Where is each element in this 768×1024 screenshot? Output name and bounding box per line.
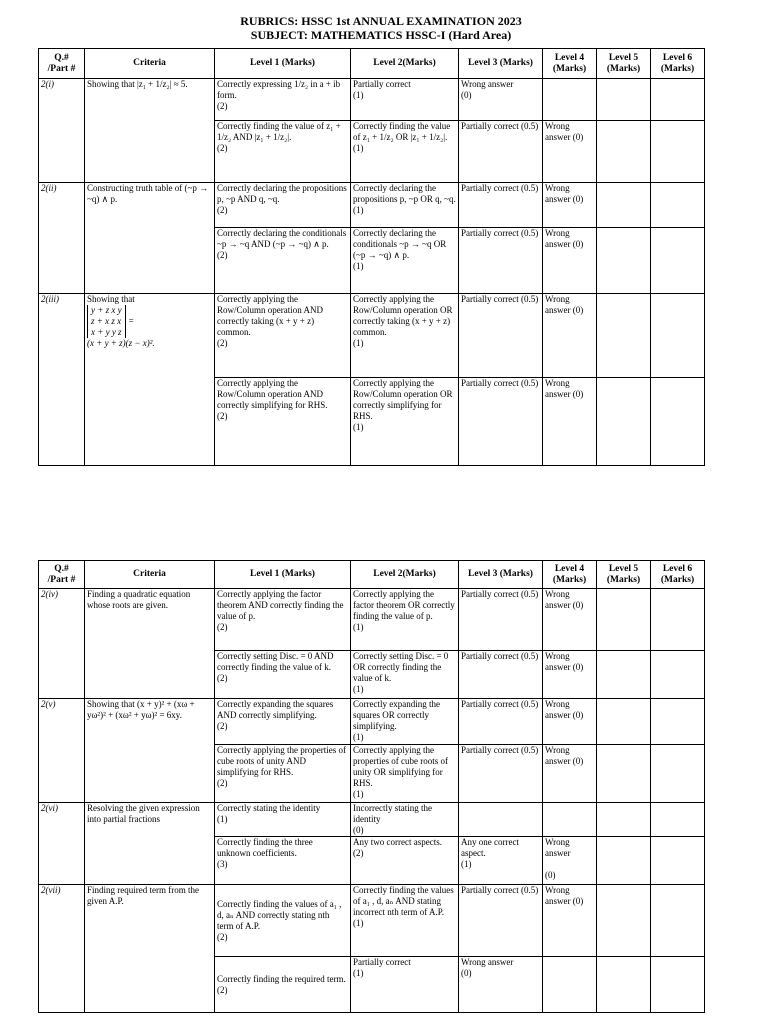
criteria-cell: Finding required term from the given A.P.: [85, 885, 215, 1013]
criteria-cell: Resolving the given expression into partial fractions: [85, 803, 215, 885]
col-level2: Level 2(Marks): [351, 49, 459, 79]
rubric-table-1: [38, 48, 705, 466]
level4-cell: Wrong answer (0): [543, 837, 597, 885]
level5-cell: [597, 228, 651, 294]
question-number: 2(iii): [39, 294, 85, 466]
level2-cell: Correctly setting Disc. = 0 OR correctly finding the value of k. (1): [351, 651, 459, 699]
determinant-expression: y + z x y z + x z x x + y y z =: [87, 305, 212, 338]
level4-cell: Wrong answer (0): [543, 699, 597, 745]
level3-cell: Partially correct (0.5): [459, 294, 543, 378]
level6-cell: [651, 699, 705, 745]
level1-cell: Correctly applying the properties of cube roots of unity AND simplifying for RHS. (2): [215, 745, 351, 803]
level1-cell: Correctly applying the Row/Column operation AND correctly simplifying for RHS. (2): [215, 378, 351, 466]
col-level6: Level 6 (Marks): [651, 49, 705, 79]
level4-cell: [543, 803, 597, 837]
level2-cell: Correctly applying the factor theorem OR correctly finding the value of p. (1): [351, 589, 459, 651]
level4-cell: Wrong answer (0): [543, 745, 597, 803]
question-number: 2(i): [39, 79, 85, 183]
level1-cell: Correctly stating the identity (1): [215, 803, 351, 837]
level2-cell: Correctly declaring the conditionals ~p → ~q OR (~p → ~q) ∧ p. (1): [351, 228, 459, 294]
level5-cell: [597, 651, 651, 699]
criteria-cell: Showing that |z₁ + 1/z₂| ≈ 5.: [85, 79, 215, 183]
level4-cell: [543, 957, 597, 1013]
level3-cell: [459, 803, 543, 837]
level1-cell: Correctly applying the Row/Column operation AND correctly taking (x + y + z) common. (2): [215, 294, 351, 378]
level6-cell: [651, 885, 705, 957]
header-row: [39, 49, 705, 79]
level2-cell: Correctly applying the properties of cube roots of unity OR simplifying for RHS. (1): [351, 745, 459, 803]
level6-cell: [651, 957, 705, 1013]
level6-cell: [651, 228, 705, 294]
document-header: [0, 14, 768, 42]
question-number: 2(iv): [39, 589, 85, 699]
table-row: [39, 699, 705, 745]
level4-cell: Wrong answer (0): [543, 378, 597, 466]
level1-cell: Correctly declaring the propositions p, ~p AND q, ~q. (2): [215, 183, 351, 228]
col-level1: Level 1 (Marks): [215, 561, 351, 589]
col-level5: Level 5 (Marks): [597, 49, 651, 79]
rubric-title: RUBRICS: HSSC 1st ANNUAL EXAMINATION 2023: [240, 14, 522, 28]
level3-cell: Wrong answer (0): [459, 957, 543, 1013]
col-qpart: Q.# /Part #: [39, 561, 85, 589]
level1-cell: Correctly declaring the conditionals ~p → ~q AND (~p → ~q) ∧ p. (2): [215, 228, 351, 294]
level6-cell: [651, 837, 705, 885]
question-number: 2(v): [39, 699, 85, 803]
level1-cell: Correctly expressing 1/z₂ in a + ib form. (2): [215, 79, 351, 121]
level3-cell: Partially correct (0.5): [459, 228, 543, 294]
level3-cell: Wrong answer (0): [459, 79, 543, 121]
level4-cell: Wrong answer (0): [543, 651, 597, 699]
level1-cell: Correctly finding the value of z₁ + 1/z₂ AND |z₁ + 1/z₂|. (2): [215, 121, 351, 183]
level4-cell: Wrong answer (0): [543, 885, 597, 957]
level3-cell: Partially correct (0.5): [459, 699, 543, 745]
col-level3: Level 3 (Marks): [459, 49, 543, 79]
level2-cell: Any two correct aspects. (2): [351, 837, 459, 885]
level3-cell: Partially correct (0.5): [459, 651, 543, 699]
level2-cell: Correctly declaring the propositions p, ~p OR q, ~q. (1): [351, 183, 459, 228]
level3-cell: Partially correct (0.5): [459, 885, 543, 957]
level5-cell: [597, 183, 651, 228]
level2-cell: Correctly applying the Row/Column operation OR correctly simplifying for RHS. (1): [351, 378, 459, 466]
level3-cell: Any one correct aspect. (1): [459, 837, 543, 885]
determinant: y + z x y z + x z x x + y y z: [87, 305, 126, 338]
level6-cell: [651, 803, 705, 837]
table-row: [39, 803, 705, 837]
criteria-cell: Constructing truth table of (~p → ~q) ∧ p.: [85, 183, 215, 294]
col-qpart: Q.# /Part #: [39, 49, 85, 79]
level3-cell: Partially correct (0.5): [459, 745, 543, 803]
level1-cell: Correctly expanding the squares AND correctly simplifying. (2): [215, 699, 351, 745]
col-level5: Level 5 (Marks): [597, 561, 651, 589]
col-level6: Level 6 (Marks): [651, 561, 705, 589]
question-number: 2(ii): [39, 183, 85, 294]
table-row: [39, 294, 705, 378]
level4-cell: Wrong answer (0): [543, 121, 597, 183]
criteria-cell: Finding a quadratic equation whose roots are given.: [85, 589, 215, 699]
level5-cell: [597, 745, 651, 803]
level2-cell: Correctly applying the Row/Column operation OR correctly taking (x + y + z) common. (1): [351, 294, 459, 378]
level6-cell: [651, 79, 705, 121]
level5-cell: [597, 885, 651, 957]
level4-cell: Wrong answer (0): [543, 589, 597, 651]
level5-cell: [597, 589, 651, 651]
subject-title: SUBJECT: MATHEMATICS HSSC-I (Hard Area): [250, 28, 512, 42]
level1-cell: Correctly finding the three unknown coefficients. (3): [215, 837, 351, 885]
question-number: 2(vi): [39, 803, 85, 885]
level6-cell: [651, 745, 705, 803]
question-number: 2(vii): [39, 885, 85, 1013]
col-criteria: Criteria: [85, 561, 215, 589]
rubric-table-2: [38, 560, 705, 1013]
level4-cell: Wrong answer (0): [543, 183, 597, 228]
level3-cell: Partially correct (0.5): [459, 183, 543, 228]
table-row: [39, 589, 705, 651]
level5-cell: [597, 79, 651, 121]
col-level3: Level 3 (Marks): [459, 561, 543, 589]
level5-cell: [597, 699, 651, 745]
level5-cell: [597, 294, 651, 378]
table-row: [39, 79, 705, 121]
level6-cell: [651, 378, 705, 466]
level4-cell: Wrong answer (0): [543, 294, 597, 378]
level2-cell: Partially correct (1): [351, 957, 459, 1013]
level6-cell: [651, 121, 705, 183]
level5-cell: [597, 957, 651, 1013]
criteria-cell: Showing that y + z x y z + x z x x + y y z = (x + y + z)(z − x)².: [85, 294, 215, 466]
level6-cell: [651, 294, 705, 378]
level6-cell: [651, 183, 705, 228]
level2-cell: Correctly finding the values of a₁ , d, aₙ AND stating incorrect nth term of A.P. (1): [351, 885, 459, 957]
level6-cell: [651, 589, 705, 651]
level2-cell: Partially correct (1): [351, 79, 459, 121]
col-level4: Level 4 (Marks): [543, 49, 597, 79]
level1-cell: Correctly finding the values of a₁ , d, aₙ AND correctly stating nth term of A.P. (2): [215, 885, 351, 957]
level2-cell: Correctly expanding the squares OR correctly simplifying. (1): [351, 699, 459, 745]
table-row: [39, 183, 705, 228]
table-row: [39, 885, 705, 957]
level3-cell: Partially correct (0.5): [459, 121, 543, 183]
level6-cell: [651, 651, 705, 699]
col-level2: Level 2(Marks): [351, 561, 459, 589]
level1-cell: Correctly setting Disc. = 0 AND correctly finding the value of k. (2): [215, 651, 351, 699]
level1-cell: Correctly applying the factor theorem AND correctly finding the value of p. (2): [215, 589, 351, 651]
col-level1: Level 1 (Marks): [215, 49, 351, 79]
level2-cell: Correctly finding the value of z₁ + 1/z₂ OR |z₁ + 1/z₂|. (1): [351, 121, 459, 183]
level4-cell: Wrong answer (0): [543, 228, 597, 294]
col-criteria: Criteria: [85, 49, 215, 79]
level5-cell: [597, 803, 651, 837]
level4-cell: [543, 79, 597, 121]
level3-cell: Partially correct (0.5): [459, 589, 543, 651]
level3-cell: Partially correct (0.5): [459, 378, 543, 466]
level5-cell: [597, 837, 651, 885]
level5-cell: [597, 378, 651, 466]
level1-cell: Correctly finding the required term. (2): [215, 957, 351, 1013]
header-row: [39, 561, 705, 589]
level2-cell: Incorrectly stating the identity (0): [351, 803, 459, 837]
col-level4: Level 4 (Marks): [543, 561, 597, 589]
criteria-cell: Showing that (x + y)² + (xω + yω²)² + (xω² + yω)² = 6xy.: [85, 699, 215, 803]
level5-cell: [597, 121, 651, 183]
